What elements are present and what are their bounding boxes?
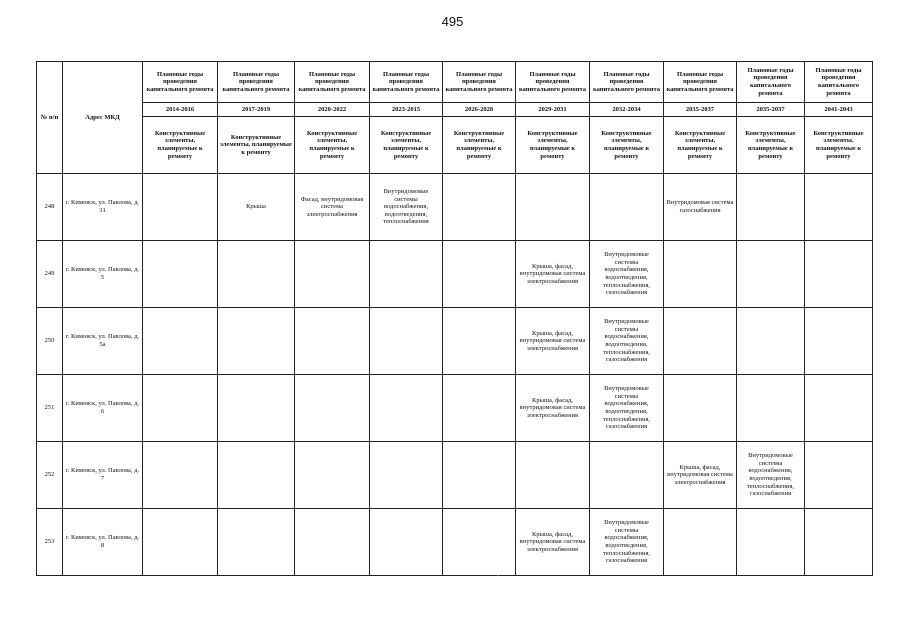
header-period-sub: Конструктивные элементы, планируемые к ремонту xyxy=(737,117,805,174)
work-cell xyxy=(218,241,295,308)
row-number: 251 xyxy=(37,375,63,442)
work-cell xyxy=(805,375,873,442)
work-cell xyxy=(590,174,664,241)
work-cell xyxy=(737,308,805,375)
table-row xyxy=(37,174,873,241)
work-cell: Крыша xyxy=(218,174,295,241)
work-cell xyxy=(295,375,370,442)
work-cell xyxy=(805,241,873,308)
header-period-title: Плановые годы проведения капитального ремонта xyxy=(664,62,737,103)
work-cell xyxy=(443,241,516,308)
header-period-years: 2026-2028 xyxy=(443,103,516,117)
table-row xyxy=(37,509,873,576)
work-cell xyxy=(218,308,295,375)
work-cell xyxy=(516,442,590,509)
header-period-title: Плановые годы проведения капитального ремонта xyxy=(295,62,370,103)
work-cell xyxy=(443,442,516,509)
header-period-title: Плановые годы проведения капитального ремонта xyxy=(590,62,664,103)
work-cell xyxy=(805,174,873,241)
work-cell xyxy=(143,509,218,576)
work-cell xyxy=(590,442,664,509)
header-period-title: Плановые годы проведения капитального ремонта xyxy=(143,62,218,103)
table-row xyxy=(37,375,873,442)
capital-repair-table xyxy=(36,61,873,576)
work-cell: Крыша, фасад, внутридомовая система электроснабжения xyxy=(516,375,590,442)
table-row xyxy=(37,442,873,509)
header-period-years: 2032-2034 xyxy=(590,103,664,117)
header-period-title: Плановые годы проведения капитального ремонта xyxy=(805,62,873,103)
row-number: 248 xyxy=(37,174,63,241)
table-row xyxy=(37,241,873,308)
work-cell: Внутридомовые системы водоснабжения, водоотведения, теплоснабжения, газоснабжения xyxy=(590,375,664,442)
row-address: г. Кимовск, ул. Павлова, д. 31 xyxy=(63,174,143,241)
header-number: № п/п xyxy=(37,62,63,174)
header-period-years: 2041-2043 xyxy=(805,103,873,117)
work-cell xyxy=(218,442,295,509)
work-cell xyxy=(143,308,218,375)
header-period-sub: Конструктивные элементы, планируемые к ремонту xyxy=(370,117,443,174)
header-period-years: 2035-2037 xyxy=(664,103,737,117)
work-cell: Внутридомовые системы водоснабжения, водоотведения, теплоснабжения xyxy=(370,174,443,241)
header-period-title: Плановые годы проведения капитального ремонта xyxy=(516,62,590,103)
work-cell xyxy=(143,375,218,442)
work-cell xyxy=(664,509,737,576)
header-period-sub: Конструктивные элементы, планируемые к ремонту xyxy=(516,117,590,174)
header-period-years: 2017-2019 xyxy=(218,103,295,117)
header-period-years: 2029-2031 xyxy=(516,103,590,117)
work-cell xyxy=(443,174,516,241)
row-address: г. Кимовск, ул. Павлова, д. 6 xyxy=(63,375,143,442)
table-row xyxy=(37,308,873,375)
header-period-sub: Конструктивные элементы, планируемые к ремонту xyxy=(805,117,873,174)
work-cell xyxy=(443,308,516,375)
work-cell xyxy=(143,442,218,509)
work-cell: Крыша, фасад, внутридомовая система электроснабжения xyxy=(664,442,737,509)
header-row-subtitles xyxy=(37,117,873,174)
work-cell: Внутридомовые системы водоснабжения, водоотведения, теплоснабжения, газоснабжения xyxy=(590,509,664,576)
work-cell xyxy=(805,509,873,576)
work-cell xyxy=(295,308,370,375)
row-number: 253 xyxy=(37,509,63,576)
work-cell xyxy=(370,375,443,442)
header-period-sub: Конструктивные элементы, планируемые к ремонту xyxy=(443,117,516,174)
work-cell xyxy=(443,509,516,576)
header-period-years: 2035-2037 xyxy=(737,103,805,117)
work-cell xyxy=(737,375,805,442)
work-cell: Крыша, фасад, внутридомовая система электроснабжения xyxy=(516,509,590,576)
work-cell: Внутридомовые системы водоснабжения, водоотведения, теплоснабжения, газоснабжения xyxy=(737,442,805,509)
page-number: 495 xyxy=(441,14,464,29)
work-cell xyxy=(370,509,443,576)
work-cell xyxy=(295,241,370,308)
work-cell xyxy=(143,241,218,308)
work-cell: Фасад, внутридомовая система электроснабжения xyxy=(295,174,370,241)
work-cell xyxy=(295,442,370,509)
row-number: 249 xyxy=(37,241,63,308)
row-address: г. Кимовск, ул. Павлова, д. 7 xyxy=(63,442,143,509)
header-row-years xyxy=(37,103,873,117)
header-row-titles xyxy=(37,62,873,103)
header-period-sub: Конструктивные элементы, планируемые к ремонту xyxy=(295,117,370,174)
header-period-sub: Конструктивные элементы, планируемые к ремонту xyxy=(143,117,218,174)
work-cell xyxy=(370,308,443,375)
work-cell xyxy=(218,375,295,442)
work-cell xyxy=(737,241,805,308)
work-cell xyxy=(295,509,370,576)
work-cell xyxy=(805,308,873,375)
header-period-title: Плановые годы проведения капитального ремонта xyxy=(370,62,443,103)
header-period-sub: Конструктивные элементы, планируемые к ремонту xyxy=(664,117,737,174)
work-cell xyxy=(370,241,443,308)
header-period-sub: Конструктивные элементы, планируемые к ремонту xyxy=(218,117,295,174)
header-period-sub: Конструктивные элементы, планируемые к ремонту xyxy=(590,117,664,174)
row-address: г. Кимовск, ул. Павлова, д. 8 xyxy=(63,509,143,576)
work-cell xyxy=(370,442,443,509)
work-cell xyxy=(516,174,590,241)
work-cell xyxy=(737,174,805,241)
work-cell xyxy=(218,509,295,576)
work-cell: Крыша, фасад, внутридомовая система электроснабжения xyxy=(516,308,590,375)
work-cell: Внутридомовые системы водоснабжения, водоотведения, теплоснабжения, газоснабжения xyxy=(590,308,664,375)
header-period-title: Плановые годы проведения капитального ремонта xyxy=(737,62,805,103)
row-address: г. Кимовск, ул. Павлова, д. 5а xyxy=(63,308,143,375)
work-cell xyxy=(664,375,737,442)
work-cell xyxy=(737,509,805,576)
work-cell xyxy=(664,241,737,308)
row-number: 250 xyxy=(37,308,63,375)
header-period-years: 2023-2015 xyxy=(370,103,443,117)
header-period-title: Плановые годы проведения капитального ремонта xyxy=(218,62,295,103)
work-cell xyxy=(805,442,873,509)
row-address: г. Кимовск, ул. Павлова, д. 5 xyxy=(63,241,143,308)
work-cell xyxy=(443,375,516,442)
row-number: 252 xyxy=(37,442,63,509)
header-period-years: 2014-2016 xyxy=(143,103,218,117)
scan-speck xyxy=(497,575,499,576)
header-address: Адрес МКД xyxy=(63,62,143,174)
work-cell: Внутридомовые системы водоснабжения, водоотведения, теплоснабжения, газоснабжения xyxy=(590,241,664,308)
work-cell xyxy=(664,308,737,375)
work-cell: Внутридомовая система газоснабжения xyxy=(664,174,737,241)
header-period-years: 2020-2022 xyxy=(295,103,370,117)
work-cell xyxy=(143,174,218,241)
work-cell: Крыша, фасад, внутридомовая система электроснабжения xyxy=(516,241,590,308)
header-period-title: Плановые годы проведения капитального ремонта xyxy=(443,62,516,103)
